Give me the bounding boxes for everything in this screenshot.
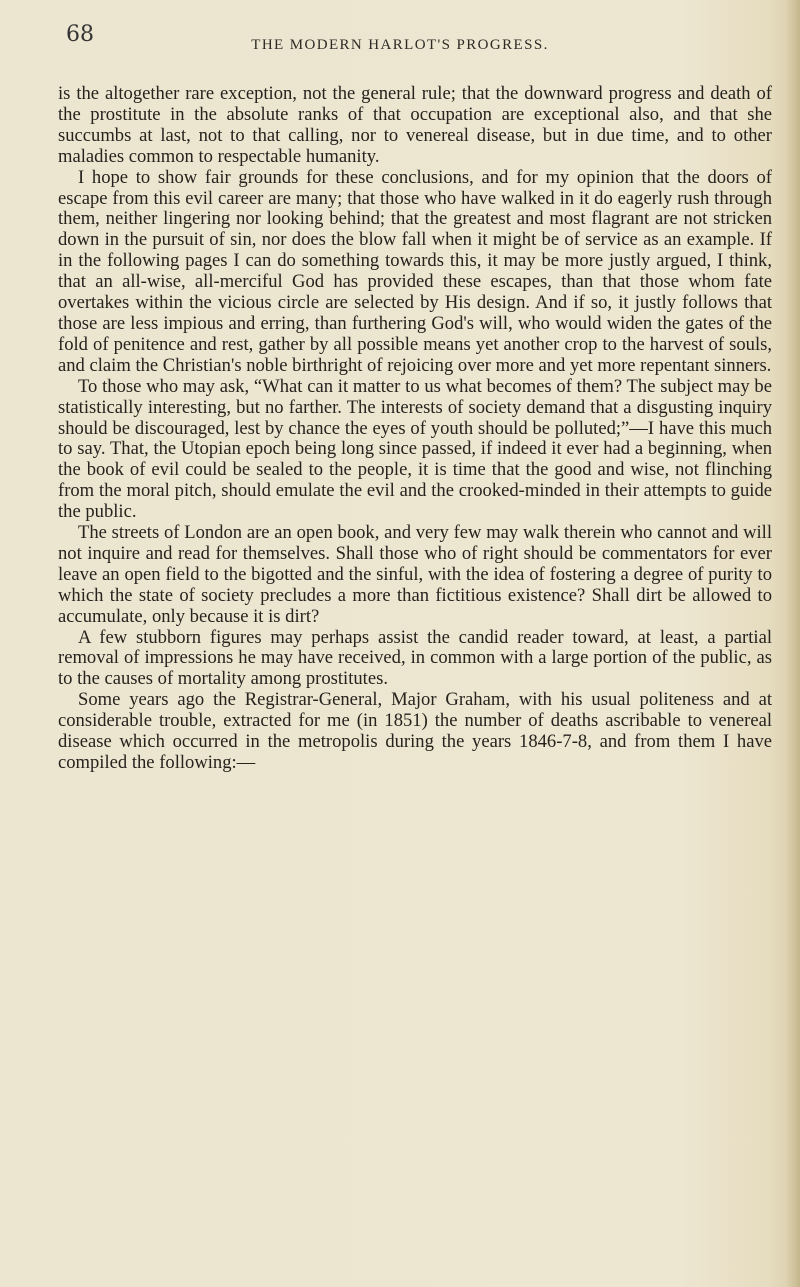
paragraph: To those who may ask, “What can it matter to us what becomes of them? The subject may be statistically interesting, but no farther. The interests of society demand that a disgusting inquiry should be discouraged, lest by chance the eyes of youth should be polluted;”—I have this much to say. That, the Utopian epoch being long since passed, if indeed it ever had a beginning, when the book of evil could be sealed to the people, it is time that the good and wise, not flinching from the moral pitch, should emulate the evil and the crooked-minded in their attempts to guide the public. xyxy=(58,375,772,523)
running-head: THE MODERN HARLOT'S PROGRESS. xyxy=(251,37,549,53)
page-number: 68 xyxy=(66,22,94,47)
paragraph: A few stubborn figures may perhaps assist the candid reader toward, at least, a partial removal of impressions he may have received, in common with a large portion of the public, as to the causes of mortality among prostitutes. xyxy=(58,626,772,690)
paragraph: The streets of London are an open book, and very few may walk therein who cannot and will not inquire and read for themselves. Shall those who of right should be commentators for ever leave an open field to the bigotted and the sinful, with the idea of fostering a degree of purity to which the state of society precludes a more than fictitious existence? Shall dirt be allowed to accumulate, only because it is dirt? xyxy=(58,522,772,627)
paragraph: is the altogether rare exception, not the general rule; that the downward progress and death of the prostitute in the absolute ranks of that occupation are exceptional also, and that she succumbs at last, not to that calling, nor to venereal disease, but in due time, and to other maladies common to respectable humanity. xyxy=(58,83,772,167)
page-edge-shadow xyxy=(786,0,800,1287)
paragraph: I hope to show fair grounds for these conclusions, and for my opinion that the doors of escape from this evil career are many; that those who have walked in it do eagerly rush through them, neither lingering nor looking behind; that the greatest and most flagrant are not stricken down in the pursuit of sin, nor does the blow fall when it might be of service as an example. If in the following pages I can do something towards this, it may be more justly argued, I think, that an all-wise, all-merciful God has provided these escapes, than that those whom fate overtakes within the vicious circle are selected by His design. And if so, it justly follows that those are less impious and erring, than furthering God's will, who would widen the gates of the fold of penitence and rest, gather by all possible means yet another crop to the harvest of souls, and claim the Christian's noble birthright of rejoicing over more and yet more repentant sinners. xyxy=(58,166,772,376)
paragraph: Some years ago the Registrar-General, Major Graham, with his usual politeness and at considerable trouble, extracted for me (in 1851) the number of deaths ascribable to venereal disease which occurred in the metropolis during the years 1846-7-8, and from them I have compiled the following:— xyxy=(58,689,772,773)
body-text xyxy=(58,84,772,774)
